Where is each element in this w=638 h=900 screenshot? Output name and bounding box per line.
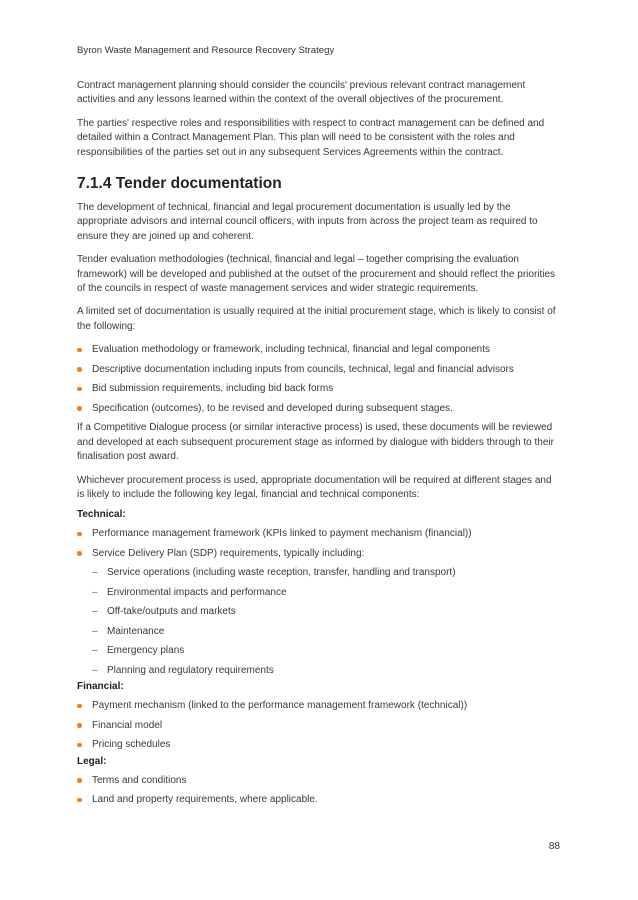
- list-item: Bid submission requirements, including bid back forms: [77, 382, 561, 395]
- section-heading: 7.1.4 Tender documentation: [77, 175, 282, 193]
- paragraph-development: The development of technical, financial and legal procurement documentation is usually led by the appropriate advisors and internal council officers, with inputs from across the project team as required to ensure they are joined up and coherent.: [77, 202, 538, 242]
- list-item: Descriptive documentation including inputs from councils, technical, legal and financial advisors: [77, 363, 561, 376]
- financial-heading: Financial:: [77, 681, 124, 693]
- financial-list: [77, 699, 561, 751]
- running-header: Byron Waste Management and Resource Recovery Strategy: [77, 45, 335, 56]
- legal-heading: Legal:: [77, 755, 107, 767]
- list-item: Payment mechanism (linked to the performance management framework (technical)): [77, 699, 561, 712]
- list-item: Terms and conditions: [77, 774, 561, 787]
- sub-list-item: – Emergency plans: [77, 644, 561, 657]
- list-item: Financial model: [77, 719, 561, 732]
- list-item: Evaluation methodology or framework, including technical, financial and legal components: [77, 343, 561, 356]
- paragraph-initial-stage: A limited set of documentation is usually required at the initial procurement stage, which is likely to consist of the following:: [77, 306, 556, 332]
- paragraph-evaluation: Tender evaluation methodologies (technical, financial and legal – together comprising the evaluation framework) will be developed and published at the outset of the procurement and should reflect the priorities of the councils in respect of waste management services and wider strategic requirements.: [77, 254, 556, 295]
- list-item: Performance management framework (KPIs linked to payment mechanism (financial)): [77, 527, 561, 540]
- technical-heading: Technical:: [77, 509, 126, 521]
- sub-list-item: – Off-take/outputs and markets: [77, 605, 561, 618]
- initial-docs-list: [77, 343, 561, 415]
- technical-list: [77, 527, 561, 677]
- list-item: Service Delivery Plan (SDP) requirements, typically including:: [77, 547, 561, 560]
- legal-list: [77, 774, 561, 807]
- page-content: [77, 79, 561, 813]
- list-item: Specification (outcomes), to be revised and developed during subsequent stages.: [77, 402, 561, 415]
- paragraph-competitive-dialogue: If a Competitive Dialogue process (or similar interactive process) is used, these documents will be reviewed and developed at each subsequent procurement stage as informed by dialogue with bidders through to their finalisation post award.: [77, 422, 554, 463]
- sub-list-item: – Service operations (including waste reception, transfer, handling and transport): [77, 566, 561, 579]
- paragraph-contract-planning: Contract management planning should consider the councils' previous relevant contract management activities and any lessons learned within the context of the overall objectives of the procurement.: [77, 80, 526, 106]
- list-item: Land and property requirements, where applicable.: [77, 793, 561, 806]
- list-item: Pricing schedules: [77, 738, 561, 751]
- sub-list-item: – Maintenance: [77, 625, 561, 638]
- paragraph-roles: The parties' respective roles and responsibilities with respect to contract management can be defined and detailed within a Contract Management Plan. This plan will need to be consistent with the roles and responsibilities of the parties set out in any subsequent Services Agreements within the contract.: [77, 117, 545, 158]
- sub-list-item: – Planning and regulatory requirements: [77, 664, 561, 677]
- paragraph-whichever-process: Whichever procurement process is used, appropriate documentation will be required at different stages and is likely to include the following key legal, financial and technical components:: [77, 474, 552, 500]
- sub-list-item: – Environmental impacts and performance: [77, 586, 561, 599]
- page-number: 88: [548, 841, 560, 852]
